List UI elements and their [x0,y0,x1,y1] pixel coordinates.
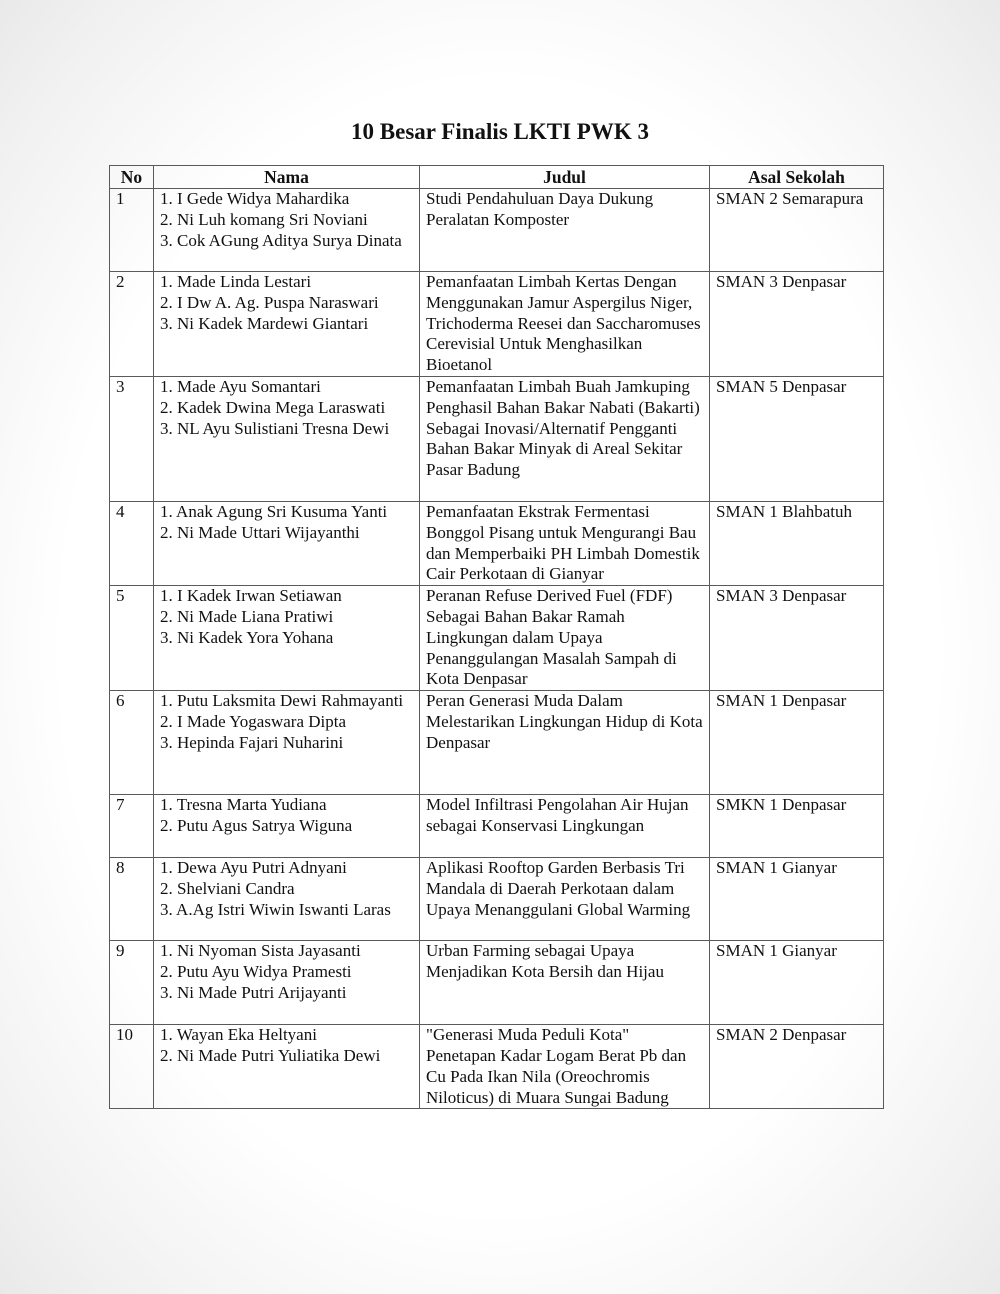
team-members [154,501,420,585]
member-name: 1. Ni Nyoman Sista Jayasanti [160,941,361,961]
school-name: SMAN 5 Denpasar [710,376,884,501]
member-name: 3. Ni Kadek Yora Yohana [160,627,334,647]
member-name: 2. Ni Luh komang Sri Noviani [160,209,368,229]
member-name: 2. Putu Agus Satrya Wiguna [160,815,353,835]
table-row [110,795,884,858]
member-name: 2. Ni Made Putri Yuliatika Dewi [160,1045,381,1065]
paper-title: Studi Pendahuluan Daya Dukung Peralatan Komposter [420,189,710,272]
member-name: 3. Ni Kadek Mardewi Giantari [160,313,369,333]
paper-title: Peranan Refuse Derived Fuel (FDF) Sebagai Bahan Bakar Ramah Lingkungan dalam Upaya Penanggulangan Masalah Sampah di Kota Denpasar [420,586,710,691]
team-members [154,376,420,501]
table-row [110,858,884,941]
member-name: 2. I Dw A. Ag. Puspa Naraswari [160,292,379,312]
table-row [110,189,884,272]
table-row [110,691,884,795]
team-members [154,272,420,377]
member-name: 3. A.Ag Istri Wiwin Iswanti Laras [160,899,391,919]
member-name: 1. Made Linda Lestari [160,272,312,291]
row-number: 2 [110,272,154,377]
team-members [154,1025,420,1109]
table-row [110,941,884,1025]
team-members [154,586,420,691]
row-number: 10 [110,1025,154,1109]
table-row [110,376,884,501]
member-name: 3. Cok AGung Aditya Surya Dinata [160,230,402,250]
row-number: 4 [110,501,154,585]
team-members [154,691,420,795]
member-name: 1. Putu Laksmita Dewi Rahmayanti [160,691,404,711]
member-name: 2. Shelviani Candra [160,878,295,898]
paper-title: Aplikasi Rooftop Garden Berbasis Tri Mandala di Daerah Perkotaan dalam Upaya Menanggulani Global Warming [420,858,710,941]
team-members [154,858,420,941]
school-name: SMKN 1 Denpasar [710,795,884,858]
paper-title: Peran Generasi Muda Dalam Melestarikan Lingkungan Hidup di Kota Denpasar [420,691,710,795]
row-number: 7 [110,795,154,858]
member-name: 2. Kadek Dwina Mega Laraswati [160,397,386,417]
header-judul: Judul [420,166,710,189]
team-members [154,795,420,858]
member-name: 1. I Kadek Irwan Setiawan [160,586,342,606]
header-asal-sekolah: Asal Sekolah [710,166,884,189]
table-row [110,1025,884,1109]
member-name: 2. Putu Ayu Widya Pramesti [160,961,352,981]
team-members [154,189,420,272]
school-name: SMAN 1 Blahbatuh [710,501,884,585]
paper-title: Pemanfaatan Ekstrak Fermentasi Bonggol Pisang untuk Mengurangi Bau dan Memperbaiki PH Limbah Domestik Cair Perkotaan di Gianyar [420,501,710,585]
table-row [110,501,884,585]
member-name: 3. NL Ayu Sulistiani Tresna Dewi [160,418,390,438]
school-name: SMAN 3 Denpasar [710,272,884,377]
member-name: 3. Hepinda Fajari Nuharini [160,732,344,752]
member-name: 1. Anak Agung Sri Kusuma Yanti [160,501,388,521]
member-name: 1. Tresna Marta Yudiana [160,795,327,815]
row-number: 3 [110,376,154,501]
school-name: SMAN 2 Semarapura [710,189,884,272]
page-title: 10 Besar Finalis LKTI PWK 3 [351,119,649,144]
member-name: 2. Ni Made Liana Pratiwi [160,606,334,626]
member-name: 1. I Gede Widya Mahardika [160,189,350,208]
header-nama: Nama [154,166,420,189]
paper-title: "Generasi Muda Peduli Kota" Penetapan Kadar Logam Berat Pb dan Cu Pada Ikan Nila (Oreochromis Niloticus) di Muara Sungai Badung [420,1025,710,1109]
header-no: No [110,166,154,189]
school-name: SMAN 1 Denpasar [710,691,884,795]
row-number: 1 [110,189,154,272]
paper-title: Urban Farming sebagai Upaya Menjadikan Kota Bersih dan Hijau [420,941,710,1025]
member-name: 1. Made Ayu Somantari [160,376,321,396]
table-row [110,586,884,691]
paper-title: Pemanfaatan Limbah Buah Jamkuping Penghasil Bahan Bakar Nabati (Bakarti) Sebagai Inovasi/Alternatif Pengganti Bahan Bakar Minyak di Areal Sekitar Pasar Badung [420,376,710,501]
row-number: 5 [110,586,154,691]
row-number: 8 [110,858,154,941]
member-name: 1. Wayan Eka Heltyani [160,1025,317,1045]
member-name: 2. Ni Made Uttari Wijayanthi [160,522,360,542]
table-row [110,272,884,377]
school-name: SMAN 3 Denpasar [710,586,884,691]
paper-title: Pemanfaatan Limbah Kertas Dengan Menggunakan Jamur Aspergilus Niger, Trichoderma Reesei dan Saccharomuses Cerevisial Untuk Menghasilkan Bioetanol [420,272,710,377]
member-name: 1. Dewa Ayu Putri Adnyani [160,858,347,878]
table-header-row [110,166,884,189]
member-name: 2. I Made Yogaswara Dipta [160,711,347,731]
paper-title: Model Infiltrasi Pengolahan Air Hujan sebagai Konservasi Lingkungan [420,795,710,858]
row-number: 9 [110,941,154,1025]
team-members [154,941,420,1025]
school-name: SMAN 1 Gianyar [710,858,884,941]
member-name: 3. Ni Made Putri Arijayanti [160,982,347,1002]
school-name: SMAN 2 Denpasar [710,1025,884,1109]
finalist-table [109,165,884,1109]
school-name: SMAN 1 Gianyar [710,941,884,1025]
row-number: 6 [110,691,154,795]
